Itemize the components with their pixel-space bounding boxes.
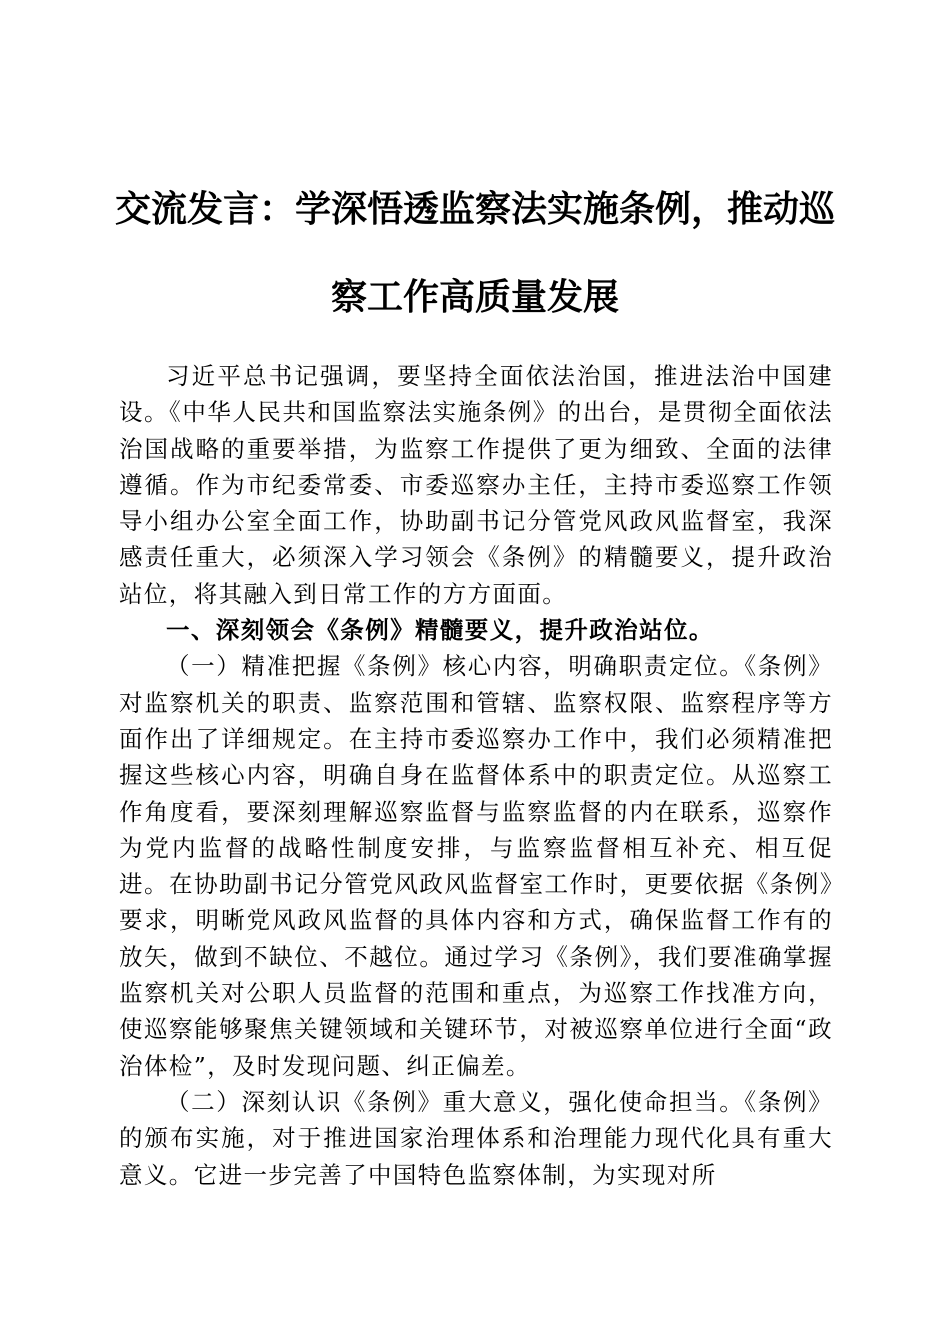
document-body (119, 358, 833, 1193)
subsection-paragraph-1: （一）精准把握《条例》核心内容，明确职责定位。《条例》对监察机关的职责、监察范围和管辖、监察权限、监察程序等方面作出了详细规定。在主持市委巡察办工作中，我们必须精准把握这些核心内容，明确自身在监督体系中的职责定位。从巡察工作角度看，要深刻理解巡察监督与监察监督的内在联系，巡察作为党内监督的战略性制度安排，与监察监督相互补充、相互促进。在协助副书记分管党风政风监督室工作时，更要依据《条例》要求，明晰党风政风监督的具体内容和方式，确保监督工作有的放矢，做到不缺位、不越位。通过学习《条例》，我们要准确掌握监察机关对公职人员监督的范围和重点，为巡察工作找准方向，使巡察能够聚焦关键领域和关键环节，对被巡察单位进行全面“政治体检”，及时发现问题、纠正偏差。 (119, 652, 833, 1080)
section-heading-1: 一、深刻领会《条例》精髓要义，提升政治站位。 (166, 616, 714, 645)
intro-paragraph: 习近平总书记强调，要坚持全面依法治国，推进法治中国建设。《中华人民共和国监察法实施条例》的出台，是贯彻全面依法治国战略的重要举措，为监察工作提供了更为细致、全面的法律遵循。作为市纪委常委、市委巡察办主任，主持市委巡察工作领导小组办公室全面工作，协助副书记分管党风政风监督室，我深感责任重大，必须深入学习领会《条例》的精髓要义，提升政治站位，将其融入到日常工作的方方面面。 (119, 362, 833, 608)
document-title: 交流发言：学深悟透监察法实施条例，推动巡察工作高质量发展 (114, 188, 835, 318)
subsection-paragraph-2: （二）深刻认识《条例》重大意义，强化使命担当。《条例》的颁布实施，对于推进国家治理体系和治理能力现代化具有重大意义。它进一步完善了中国特色监察体制，为实现对所 (119, 1087, 833, 1189)
